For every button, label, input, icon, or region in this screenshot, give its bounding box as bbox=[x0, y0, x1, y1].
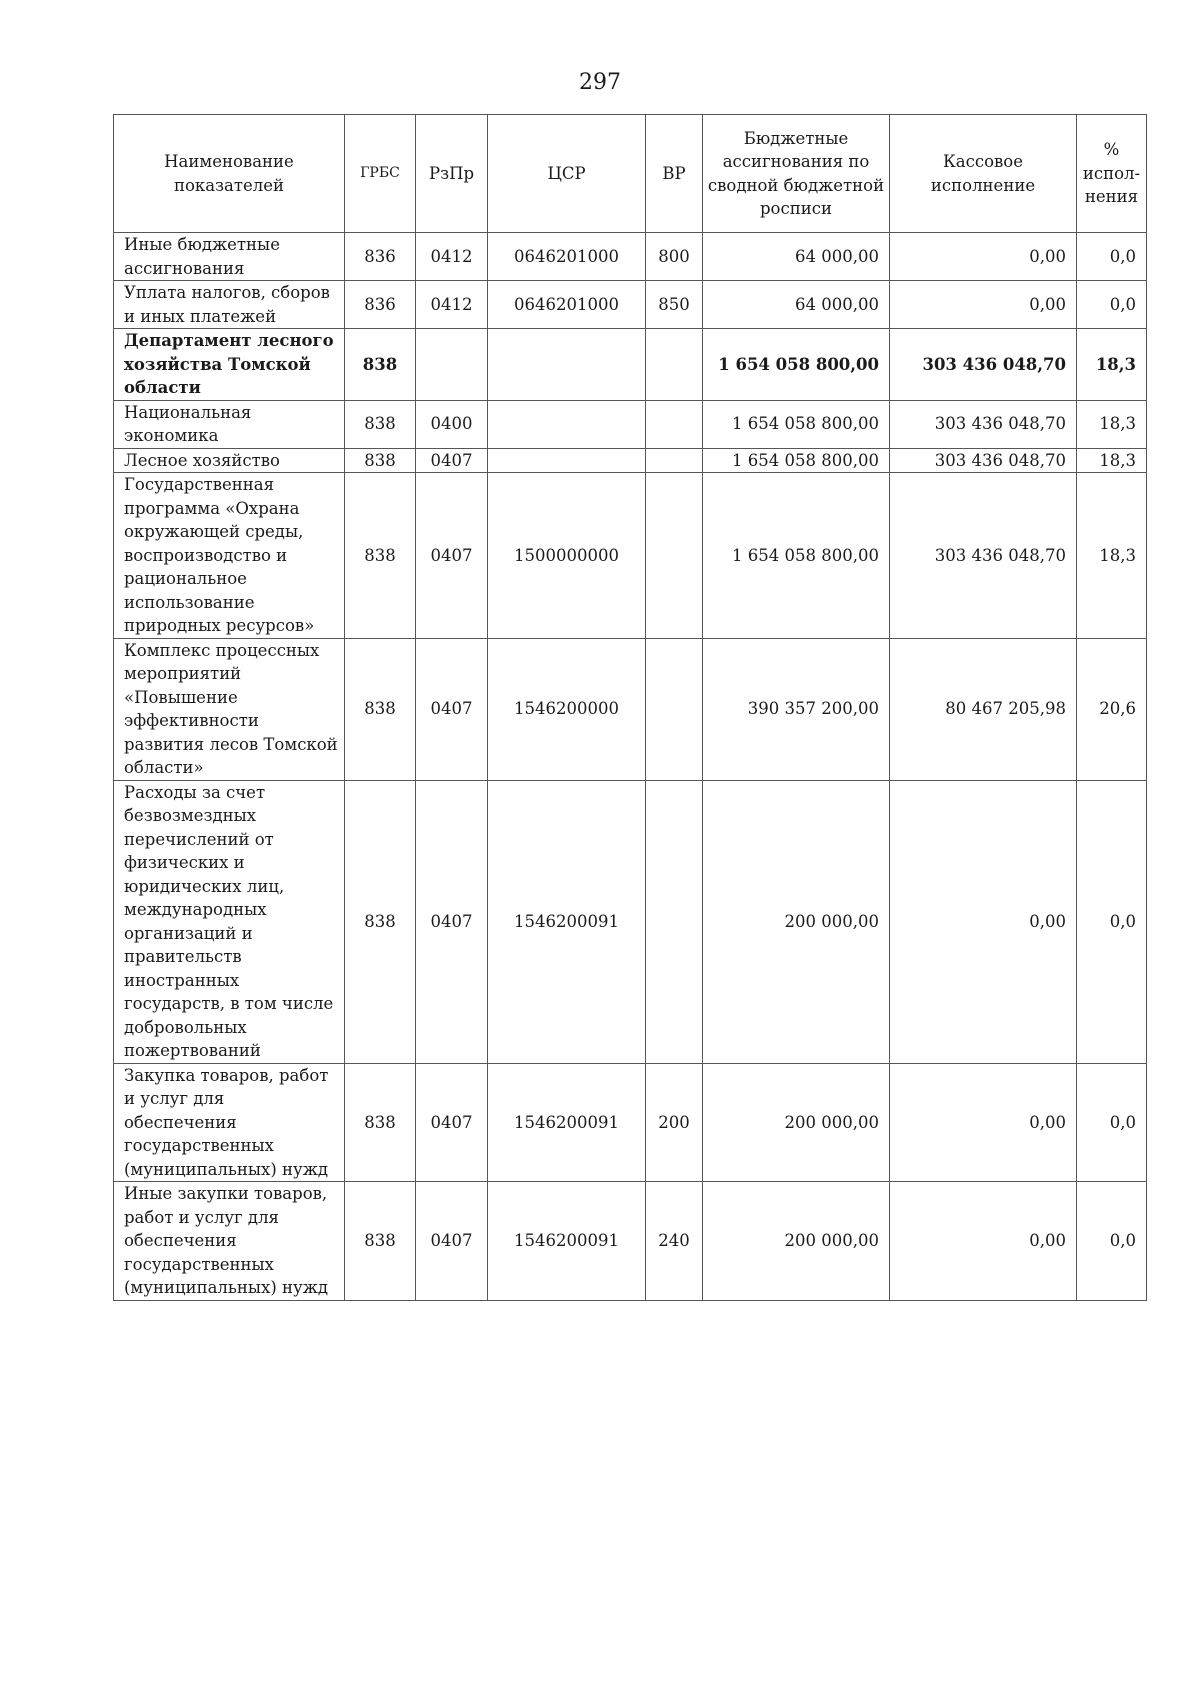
cell-rzpr: 0412 bbox=[416, 233, 488, 281]
cell-vr: 240 bbox=[646, 1182, 703, 1301]
cell-percent: 18,3 bbox=[1077, 473, 1147, 639]
cell-percent: 0,0 bbox=[1077, 1063, 1147, 1182]
cell-vr bbox=[646, 780, 703, 1063]
cell-execution: 0,00 bbox=[890, 233, 1077, 281]
cell-csr: 0646201000 bbox=[488, 281, 646, 329]
cell-percent: 18,3 bbox=[1077, 329, 1147, 401]
cell-execution: 303 436 048,70 bbox=[890, 473, 1077, 639]
cell-execution: 80 467 205,98 bbox=[890, 638, 1077, 780]
cell-rzpr: 0407 bbox=[416, 638, 488, 780]
cell-rzpr: 0407 bbox=[416, 448, 488, 473]
cell-csr: 0646201000 bbox=[488, 233, 646, 281]
cell-percent: 0,0 bbox=[1077, 1182, 1147, 1301]
cell-execution: 303 436 048,70 bbox=[890, 329, 1077, 401]
cell-assignments: 1 654 058 800,00 bbox=[703, 400, 890, 448]
cell-assignments: 1 654 058 800,00 bbox=[703, 329, 890, 401]
header-assignments: Бюджетные ассигнования по сводной бюджетной росписи bbox=[703, 115, 890, 233]
header-rzpr: РзПр bbox=[416, 115, 488, 233]
cell-execution: 0,00 bbox=[890, 780, 1077, 1063]
cell-vr bbox=[646, 473, 703, 639]
cell-rzpr: 0412 bbox=[416, 281, 488, 329]
cell-assignments: 390 357 200,00 bbox=[703, 638, 890, 780]
header-percent: % испол-нения bbox=[1077, 115, 1147, 233]
cell-assignments: 64 000,00 bbox=[703, 281, 890, 329]
cell-grbs: 838 bbox=[345, 1063, 416, 1182]
cell-grbs: 838 bbox=[345, 448, 416, 473]
budget-execution-table bbox=[113, 114, 1147, 1301]
cell-name: Закупка товаров, работ и услуг для обеспечения государственных (муниципальных) нужд bbox=[114, 1063, 345, 1182]
cell-assignments: 200 000,00 bbox=[703, 1063, 890, 1182]
header-vr: ВР bbox=[646, 115, 703, 233]
cell-percent: 20,6 bbox=[1077, 638, 1147, 780]
cell-percent: 18,3 bbox=[1077, 400, 1147, 448]
table-row bbox=[114, 1063, 1147, 1182]
cell-name: Департамент лесного хозяйства Томской области bbox=[114, 329, 345, 401]
cell-name: Уплата налогов, сборов и иных платежей bbox=[114, 281, 345, 329]
cell-name: Государственная программа «Охрана окружающей среды, воспроизводство и рациональное использование природных ресурсов» bbox=[114, 473, 345, 639]
cell-grbs: 838 bbox=[345, 473, 416, 639]
cell-vr bbox=[646, 329, 703, 401]
cell-grbs: 836 bbox=[345, 233, 416, 281]
table-row bbox=[114, 638, 1147, 780]
cell-percent: 0,0 bbox=[1077, 780, 1147, 1063]
cell-grbs: 838 bbox=[345, 400, 416, 448]
cell-rzpr: 0400 bbox=[416, 400, 488, 448]
table-row bbox=[114, 400, 1147, 448]
cell-execution: 0,00 bbox=[890, 281, 1077, 329]
header-csr: ЦСР bbox=[488, 115, 646, 233]
cell-assignments: 1 654 058 800,00 bbox=[703, 473, 890, 639]
cell-csr bbox=[488, 448, 646, 473]
cell-csr: 1500000000 bbox=[488, 473, 646, 639]
cell-grbs: 838 bbox=[345, 780, 416, 1063]
table-row bbox=[114, 233, 1147, 281]
cell-name: Иные бюджетные ассигнования bbox=[114, 233, 345, 281]
header-grbs: ГРБС bbox=[345, 115, 416, 233]
cell-assignments: 64 000,00 bbox=[703, 233, 890, 281]
cell-rzpr: 0407 bbox=[416, 1063, 488, 1182]
cell-rzpr bbox=[416, 329, 488, 401]
cell-vr bbox=[646, 448, 703, 473]
table-header-row bbox=[114, 115, 1147, 233]
cell-rzpr: 0407 bbox=[416, 780, 488, 1063]
cell-grbs: 838 bbox=[345, 1182, 416, 1301]
cell-execution: 303 436 048,70 bbox=[890, 400, 1077, 448]
cell-percent: 0,0 bbox=[1077, 281, 1147, 329]
cell-csr: 1546200091 bbox=[488, 780, 646, 1063]
cell-csr: 1546200000 bbox=[488, 638, 646, 780]
cell-vr: 800 bbox=[646, 233, 703, 281]
cell-csr bbox=[488, 400, 646, 448]
cell-grbs: 836 bbox=[345, 281, 416, 329]
cell-vr: 850 bbox=[646, 281, 703, 329]
cell-execution: 0,00 bbox=[890, 1182, 1077, 1301]
table-body bbox=[114, 233, 1147, 1301]
cell-grbs: 838 bbox=[345, 638, 416, 780]
cell-vr bbox=[646, 638, 703, 780]
cell-assignments: 1 654 058 800,00 bbox=[703, 448, 890, 473]
cell-rzpr: 0407 bbox=[416, 1182, 488, 1301]
cell-assignments: 200 000,00 bbox=[703, 780, 890, 1063]
cell-execution: 0,00 bbox=[890, 1063, 1077, 1182]
cell-name: Иные закупки товаров, работ и услуг для обеспечения государственных (муниципальных) нужд bbox=[114, 1182, 345, 1301]
table-row bbox=[114, 329, 1147, 401]
header-name: Наименование показателей bbox=[114, 115, 345, 233]
cell-grbs: 838 bbox=[345, 329, 416, 401]
cell-execution: 303 436 048,70 bbox=[890, 448, 1077, 473]
cell-name: Национальная экономика bbox=[114, 400, 345, 448]
cell-percent: 0,0 bbox=[1077, 233, 1147, 281]
table-row bbox=[114, 780, 1147, 1063]
cell-percent: 18,3 bbox=[1077, 448, 1147, 473]
cell-vr: 200 bbox=[646, 1063, 703, 1182]
table-row bbox=[114, 1182, 1147, 1301]
cell-name: Комплекс процессных мероприятий «Повышение эффективности развития лесов Томской области» bbox=[114, 638, 345, 780]
cell-csr: 1546200091 bbox=[488, 1063, 646, 1182]
cell-csr: 1546200091 bbox=[488, 1182, 646, 1301]
table-row bbox=[114, 281, 1147, 329]
cell-name: Расходы за счет безвозмездных перечислений от физических и юридических лиц, международных организаций и правительств иностранных государств, в том числе добровольных пожертвований bbox=[114, 780, 345, 1063]
cell-assignments: 200 000,00 bbox=[703, 1182, 890, 1301]
cell-vr bbox=[646, 400, 703, 448]
page-number: 297 bbox=[579, 70, 621, 95]
table-row bbox=[114, 448, 1147, 473]
header-execution: Кассовое исполнение bbox=[890, 115, 1077, 233]
table-row bbox=[114, 473, 1147, 639]
cell-name: Лесное хозяйство bbox=[114, 448, 345, 473]
cell-rzpr: 0407 bbox=[416, 473, 488, 639]
cell-csr bbox=[488, 329, 646, 401]
